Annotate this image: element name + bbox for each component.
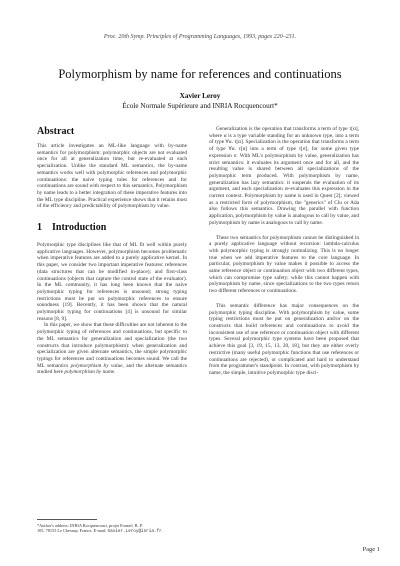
section-title: Introduction xyxy=(52,222,107,234)
author-email: Xavier.Leroy@inria.fr xyxy=(107,529,162,535)
author-name: Xavier Leroy xyxy=(179,92,221,100)
page-number: Page 1 xyxy=(362,546,380,553)
right-paragraph-1: Generalization is the operation that transforms a term of type τ[α], where α is a type variable standing for an unknown type, into a term of type ∀α. τ[α]. Specialization is the operation that transforms a term of type ∀α. τ[α] into a term of type τ[σ], for some given type expression σ. With ML's polymorphism by value, generalization has strict semantics: it evaluates its argument once and for all, and the resulting value is shared between all specializations of the polymorphic term produced. With polymorphism by name, generalization has lazy semantics: it suspends the evaluation of its argument, and each specialization re-evaluates this expression in the current context. Polymorphism by name is used in Quest [2]; viewed as a restricted form of polymorphism, the "generics" of Clu or Ada also follows this semantics. Drawing the parallel with function application, polymorphism by value is analogous to call by value, and polymorphism by name is analogous to call by name. xyxy=(209,126,359,226)
footnote-line-1: *Author's address: INRIA Rocquencourt, projet Formel, B. P. xyxy=(37,523,143,528)
footnote-rule xyxy=(37,519,97,520)
intro-paragraph-1: Polymorphic type disciplines like that of ML fit well within purely applicative languages. However, polymorphism becomes problematic when imperative features are added to a purely applicative kernel. In this paper, we consider two important imperative features: references (data structures that can be modified in-place); and first-class continuations (objects that capture the control state of the evaluator). In the ML community, it has long been known that the naive polymorphic typing for references is unsound; strong typing restrictions must be put on polymorphic references to ensure soundness [19]. Recently, it has been shown that the natural polymorphic typing for continuations [4] is unsound for similar reasons [8, 9]. xyxy=(37,242,187,322)
paper-title: Polymorphism by name for references and continuations xyxy=(58,67,342,81)
intro-paragraph-2-end: . xyxy=(114,369,116,376)
abstract-text: This article investigates an ML-like language with by-name semantics for polymorphism: polymorphic objects are not evaluated once for all at generalization time, but re-evaluated at each specialization. Unlike the standard ML semantics, the by-name semantics works well with polymorphic references and polymorphic continuations: the naive typing rules for references and for continuations are sound with respect to this semantics. Polymorphism by name leads to a better integration of these imperative features into the ML type discipline. Practical experience shows that it retains most of the efficiency and predictability of polymorphism by value. xyxy=(37,143,187,210)
term-by-value: polymorphism by value xyxy=(70,362,123,369)
right-paragraph-3: This semantic difference has major consequences on the polymorphic typing discipline. With polymorphism by value, some typing restrictions must be put on generalization and/or on the constructs that build references and continuations to avoid the inconsistent use of one reference or continuation object with different types. Several polymorphic type systems have been proposed that achieve this goal [3, 19, 15, 13, 20, 18], but they are either overly restrictive (many useful polymorphic functions that use references or continuations are rejected), or complicated and hard to understand from the programmer's standpoint. In contrast, with polymorphism by name, the simple, intuitive polymorphic type disci- xyxy=(209,302,359,376)
left-column xyxy=(37,126,187,376)
section-number: 1 xyxy=(37,222,42,234)
abstract-heading: Abstract xyxy=(37,126,75,137)
intro-paragraph-2-text: In this paper, we show that these difficulties are not inherent to the polymorphic typing of references and continuations, but specific to the ML semantics for generalization and specialization (the two constructs that introduce polymorphism): when generalization and specialization are given alternate semantics, the simple polymorphic typings for references and continuations becomes sound. We call the ML semantics xyxy=(37,322,187,369)
right-column xyxy=(209,126,359,377)
footnote-line-2 xyxy=(37,528,187,534)
venue-line: Proc. 20th Symp. Principles of Programming Languages, 1993, pages 220–231. xyxy=(103,34,297,40)
right-paragraph-2: These two semantics for polymorphism cannot be distinguished in a purely applicative language without recursion: lambda-calculus with polymorphic typing is strongly normalizing. This is no longer true when we add imperative features to the core language. In particular, polymorphism by value makes it possible to access the same reference object or continuation object with two different types, which can compromise type safety; while this cannot happen with polymorphism by name, since specializations to the two types return two different references or continuations. xyxy=(209,234,359,295)
section-heading xyxy=(37,222,187,234)
intro-paragraph-2-mid: , and the alternate semantics studied here xyxy=(37,362,187,376)
author-footnote xyxy=(37,523,187,534)
author-affiliation: École Normale Supérieure and INRIA Rocquencourt* xyxy=(122,102,278,110)
term-by-name: polymorphism by name xyxy=(64,369,115,376)
footnote-address: 105, 78153 Le Chesnay, France. E-mail: xyxy=(37,528,107,534)
footnote-end: . xyxy=(161,528,163,534)
intro-paragraph-2 xyxy=(37,322,187,376)
